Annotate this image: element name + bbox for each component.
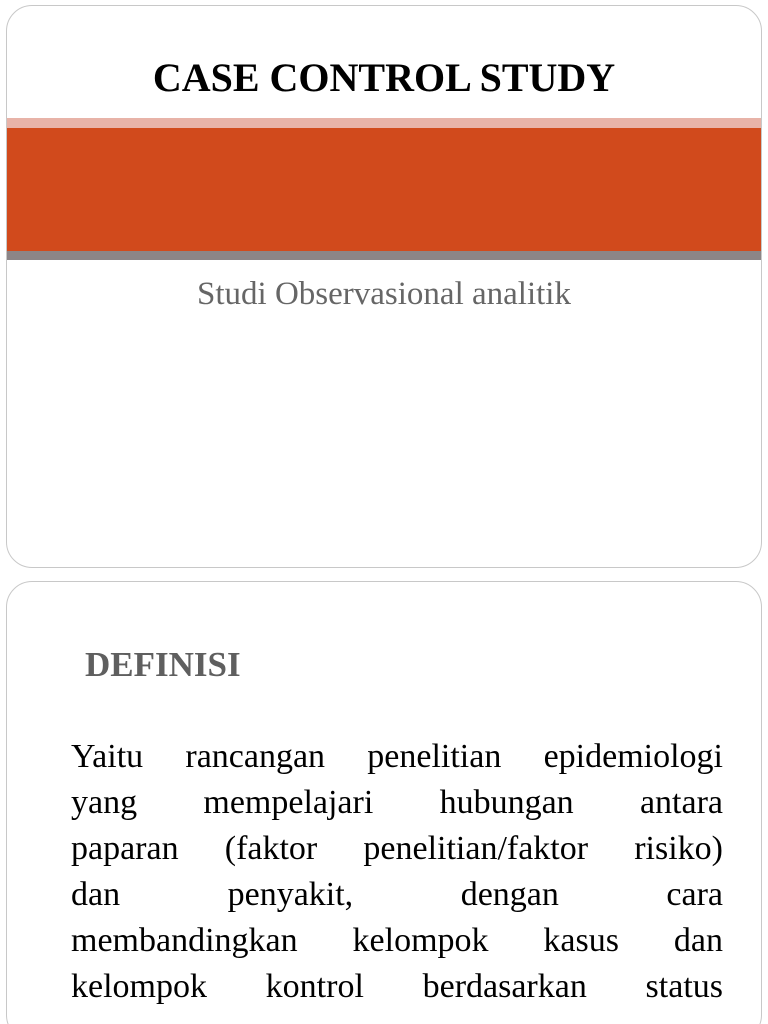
definition-heading: DEFINISI xyxy=(85,645,241,684)
definition-line: Yaitu rancangan penelitian epidemiologi xyxy=(71,738,723,775)
accent-band-grey xyxy=(7,251,761,260)
slide-title xyxy=(6,5,762,568)
definition-line: yang mempelajari hubungan antara xyxy=(71,784,723,821)
accent-band-light xyxy=(7,118,761,128)
definition-line: dan penyakit, dengan cara xyxy=(71,876,723,913)
definition-line: kelompok kontrol berdasarkan status xyxy=(71,968,723,1005)
slide-definition xyxy=(6,581,762,1024)
slide-subtitle: Studi Observasional analitik xyxy=(197,276,571,312)
definition-line: membandingkan kelompok kasus dan xyxy=(71,922,723,959)
accent-band-main xyxy=(7,128,761,251)
definition-body xyxy=(71,734,723,1010)
definition-line: paparan (faktor penelitian/faktor risiko) xyxy=(71,830,723,867)
slide-title-heading: CASE CONTROL STUDY xyxy=(152,55,616,100)
